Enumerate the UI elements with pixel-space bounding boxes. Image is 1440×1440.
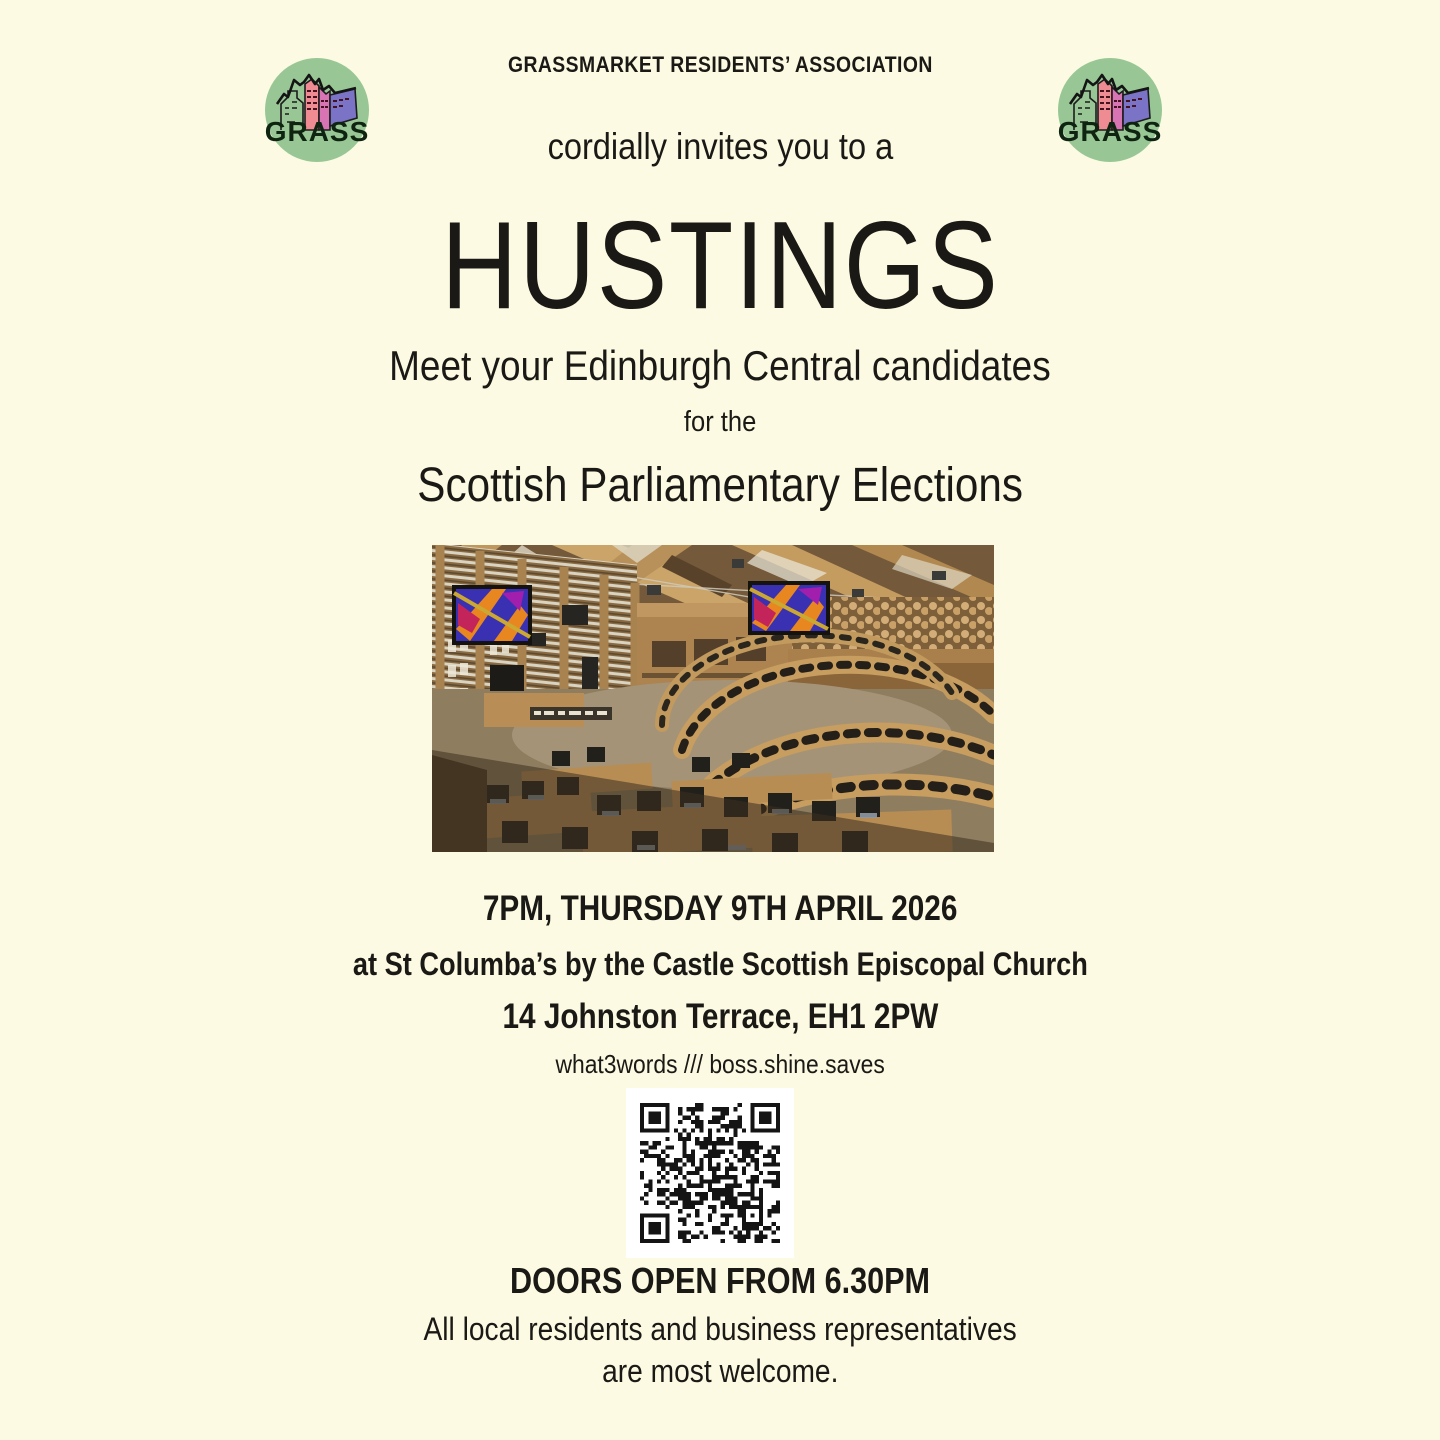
parliament-chamber-illustration: [432, 545, 994, 852]
poster-title: HUSTINGS: [440, 197, 1000, 335]
association-name: GRASSMARKET RESIDENTS’ ASSOCIATION: [507, 52, 933, 77]
event-venue: at St Columba’s by the Castle Scottish Episcopal Church: [352, 946, 1088, 982]
qr-code-pattern: [640, 1103, 780, 1243]
event-datetime: 7PM, THURSDAY 9TH APRIL 2026: [482, 889, 958, 928]
welcome-line-1: All local residents and business representatives: [423, 1311, 1017, 1347]
grass-logo-text: GRASS: [1057, 116, 1163, 147]
event-address: 14 Johnston Terrace, EH1 2PW: [502, 997, 938, 1036]
parliament-chamber-photo: [432, 545, 994, 852]
invitation-line: cordially invites you to a: [547, 126, 893, 167]
poster-subtitle: Meet your Edinburgh Central candidates: [389, 342, 1051, 389]
connector-line: for the: [683, 406, 757, 438]
what3words-line: what3words /// boss.shine.saves: [555, 1049, 885, 1079]
welcome-line-2: are most welcome.: [601, 1353, 839, 1389]
grass-logo-text: GRASS: [264, 116, 370, 147]
qr-code: [626, 1088, 794, 1258]
doors-open-line: DOORS OPEN FROM 6.30PM: [510, 1260, 930, 1301]
event-name: Scottish Parliamentary Elections: [417, 459, 1023, 512]
